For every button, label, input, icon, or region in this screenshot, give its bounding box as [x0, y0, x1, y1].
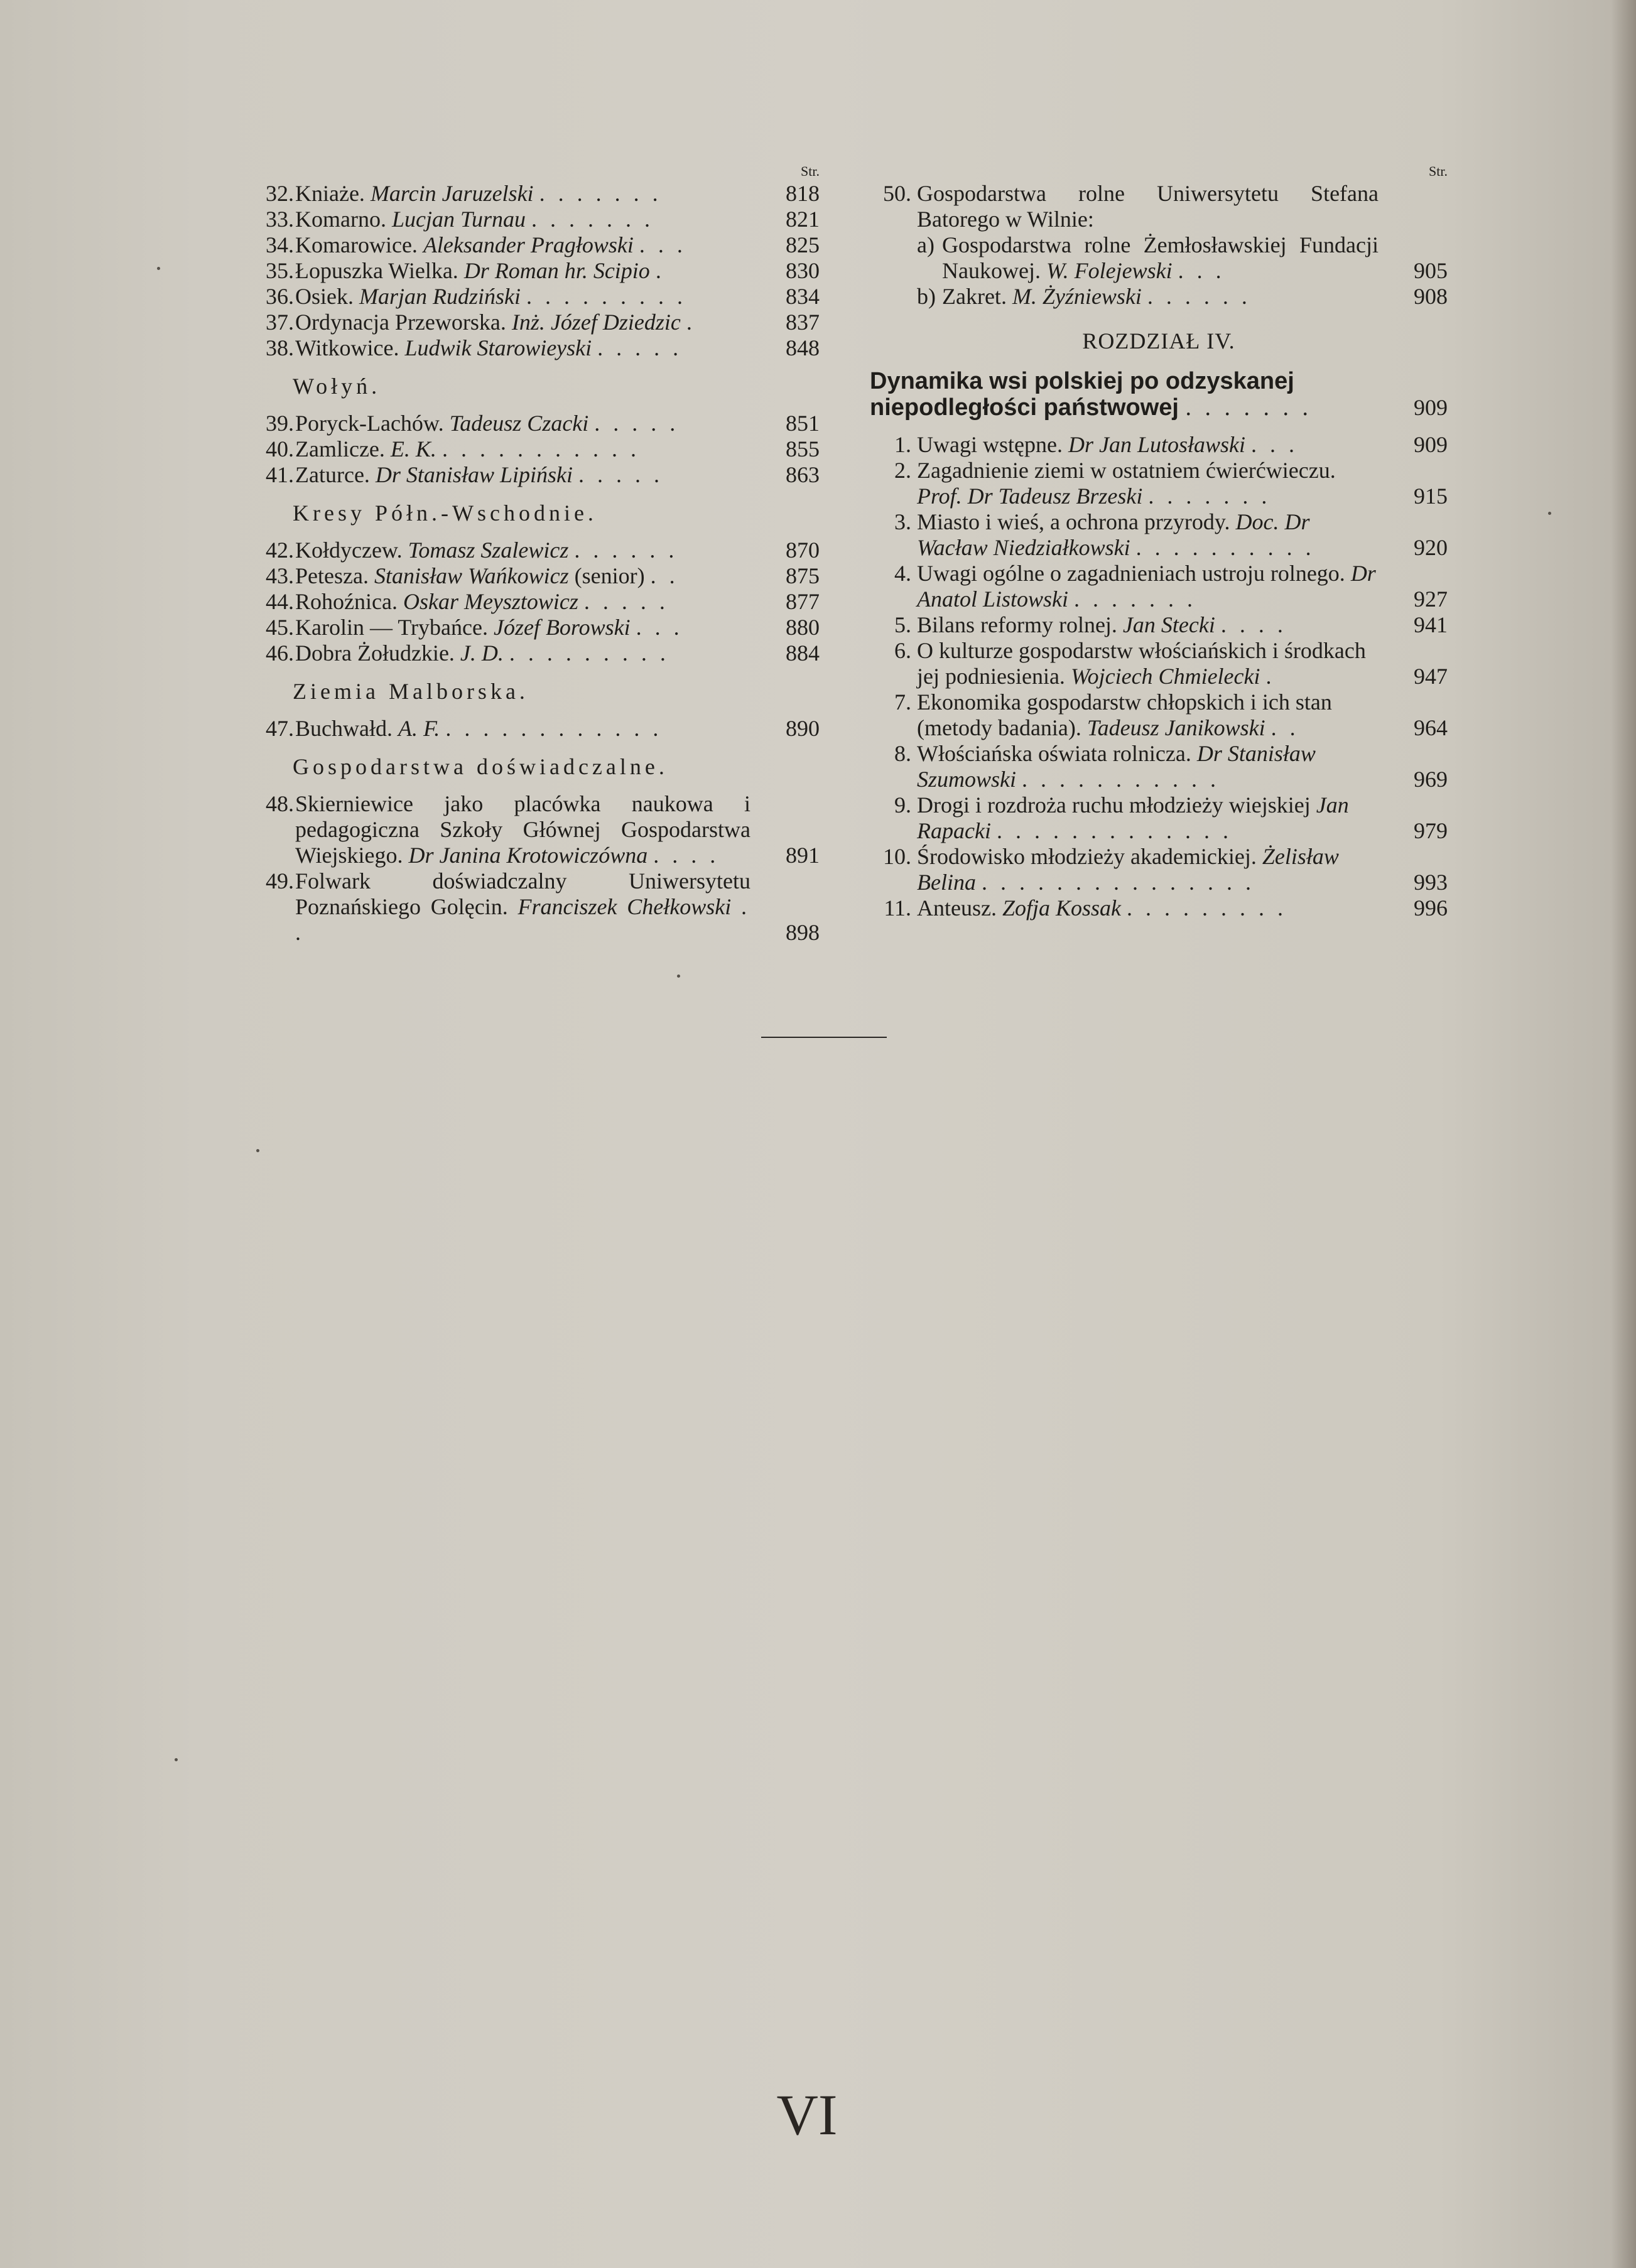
subentry-label: b): [917, 284, 936, 309]
toc-entry[interactable]: [232, 537, 820, 563]
toc-entry[interactable]: [870, 458, 1448, 509]
entry-number: 34.: [266, 232, 294, 257]
page-number: 870: [786, 537, 820, 563]
toc-entry[interactable]: [232, 589, 820, 615]
entry-number: 33.: [266, 207, 294, 232]
entry-title: O kulturze gospodarstw włościańskich i środkach jej podniesienia.: [917, 638, 1366, 689]
leader-dots: . . . . . . . . .: [526, 284, 686, 309]
entry-title: Łopuszka Wielka.: [295, 258, 458, 283]
toc-entry[interactable]: [232, 563, 820, 589]
entry-number: 10.: [883, 844, 911, 869]
section-title-text: Dynamika wsi polskiej po odzyskanej niepodległości państwowej: [870, 368, 1294, 421]
page-number: 964: [1414, 715, 1448, 740]
page-number: 834: [786, 284, 820, 309]
entry-author: Dr Stanisław Lipiński: [375, 462, 573, 487]
page-edge-shadow: [1611, 0, 1636, 2268]
entry-title: Bilans reformy rolnej.: [917, 612, 1117, 637]
entry-number: 2.: [894, 458, 911, 483]
toc-entry[interactable]: [232, 462, 820, 488]
leader-dots: . . . . . . . . . . . . .: [996, 818, 1232, 843]
chapter-heading: ROZDZIAŁ IV.: [1082, 328, 1235, 354]
toc-subentry[interactable]: [917, 232, 1448, 284]
toc-entry[interactable]: [232, 335, 820, 361]
entry-number: 46.: [266, 640, 294, 666]
page-number: 915: [1414, 483, 1448, 509]
entry-number: 42.: [266, 537, 294, 563]
page-number: 969: [1414, 767, 1448, 792]
entry-number: 47.: [266, 716, 294, 741]
entry-author: Jan Rapacki: [917, 792, 1349, 843]
page-number: 851: [786, 411, 820, 436]
toc-entry[interactable]: [232, 258, 820, 284]
leader-dots: . . . . . . .: [531, 207, 654, 232]
entry-title: Uwagi wstępne.: [917, 432, 1063, 457]
leader-dots: . . .: [639, 232, 686, 257]
toc-entry[interactable]: [232, 716, 820, 742]
leader-dots: . . . . . .: [574, 537, 678, 563]
page-number: 821: [786, 207, 820, 232]
entry-number: 7.: [894, 689, 911, 715]
page-column-label: Str.: [801, 163, 820, 179]
entry-title: Komarowice.: [295, 232, 418, 257]
entry-author: Inż. Józef Dziedzic: [511, 310, 681, 335]
toc-entry[interactable]: [870, 895, 1448, 921]
section-title[interactable]: [870, 368, 1448, 421]
leader-dots: . . . . . . . . .: [509, 640, 669, 666]
entries-group-3: [232, 537, 820, 666]
toc-entry[interactable]: [232, 615, 820, 640]
toc-entry[interactable]: [870, 689, 1448, 741]
leader-dots: . .: [295, 894, 750, 945]
entry-number: 11.: [884, 895, 911, 921]
entry-title: Włościańska oświata rolnicza.: [917, 741, 1191, 766]
toc-entry[interactable]: [870, 432, 1448, 458]
leader-dots: . . . . .: [583, 589, 669, 614]
entry-number: 38.: [266, 335, 294, 360]
entry-author: Ludwik Starowieyski: [404, 335, 592, 360]
entry-number: 9.: [894, 792, 911, 818]
toc-entry[interactable]: [232, 232, 820, 258]
entry-author: Tomasz Szalewicz: [408, 537, 569, 563]
page-number: 818: [786, 181, 820, 206]
page-number: 941: [1414, 612, 1448, 637]
page-number: 890: [786, 716, 820, 741]
leader-dots: . .: [650, 563, 679, 588]
entry-title: Komarno.: [295, 207, 386, 232]
page-number: 830: [786, 258, 820, 283]
page-number: 884: [786, 640, 820, 666]
page-number: 920: [1414, 535, 1448, 560]
entry-author: Jan Stecki: [1122, 612, 1215, 637]
left-column: [232, 163, 820, 946]
page-folio: VI: [776, 2083, 838, 2147]
entry-title: Petesza.: [295, 563, 369, 588]
entries-group-1: [232, 181, 820, 361]
entry-author: A. F.: [398, 716, 440, 741]
entry-number: 3.: [894, 509, 911, 534]
subentry-label: a): [917, 232, 934, 257]
page-number: 848: [786, 335, 820, 360]
toc-entry[interactable]: [232, 207, 820, 232]
toc-entry[interactable]: [870, 741, 1448, 792]
toc-entry[interactable]: [232, 640, 820, 666]
page-column-label: Str.: [1429, 163, 1448, 179]
entry-title: Drogi i rozdroża ruchu młodzieży wiejskiej: [917, 792, 1311, 818]
entry-title: Anteusz.: [917, 895, 997, 921]
page-number: 837: [786, 310, 820, 335]
paper-speck: [175, 1758, 178, 1761]
leader-dots: . . . . . . . . . . .: [1022, 767, 1220, 792]
page-number: 855: [786, 436, 820, 462]
toc-entry[interactable]: [870, 181, 1448, 232]
paper-speck: [1548, 512, 1551, 515]
entry-author: Dr Anatol Listowski: [917, 561, 1376, 612]
entry-author: Marcin Jaruzelski: [370, 181, 534, 206]
leader-dots: . .: [1270, 715, 1299, 740]
toc-entry[interactable]: [232, 436, 820, 462]
toc-subentry[interactable]: [917, 284, 1448, 310]
toc-entry[interactable]: [870, 792, 1448, 844]
entry-title: Gospodarstwa rolne Żemłosławskiej Fundacji Naukowej.: [942, 232, 1379, 283]
page-number: 947: [1414, 664, 1448, 689]
leader-dots: . . .: [636, 615, 683, 640]
entry-author: Dr Roman hr. Scipio: [463, 258, 650, 283]
section-divider-rule: [761, 1037, 887, 1038]
entry-number: 39.: [266, 411, 294, 436]
entry-title: Zagadnienie ziemi w ostatniem ćwierćwieczu.: [917, 458, 1336, 483]
region-heading-malbork: Ziemia Malborska.: [293, 679, 529, 704]
entry-author: Dr Janina Krotowiczówna: [408, 843, 648, 868]
page-number: 909: [1414, 432, 1448, 457]
entry-author: Aleksander Pragłowski: [423, 232, 634, 257]
entry-title: Zakret.: [942, 284, 1007, 309]
leader-dots: . . . . . . .: [1074, 586, 1197, 612]
leader-dots: . . . . . . . . .: [1127, 895, 1287, 921]
entry-author: Żelisław Belina: [917, 844, 1339, 895]
entry-number: 40.: [266, 436, 294, 462]
entry-title: Uwagi ogólne o zagadnieniach ustroju rolnego.: [917, 561, 1345, 586]
entry-number: 6.: [894, 638, 911, 663]
entry-author: Dr Jan Lutosławski: [1068, 432, 1245, 457]
toc-entry[interactable]: [870, 561, 1448, 612]
entry-title: Poryck-Lachów.: [295, 411, 444, 436]
leader-dots: . . . . .: [578, 462, 663, 487]
entry-author: Tadeusz Czacki: [449, 411, 589, 436]
entry-author: Zofja Kossak: [1002, 895, 1122, 921]
entry-title: Karolin — Trybańce.: [295, 615, 488, 640]
entry-title: Skierniewice jako placówka naukowa i pedagogiczna Szkoły Głównej Gospodarstwa Wiejskiego.: [295, 791, 750, 868]
toc-entry[interactable]: [870, 612, 1448, 638]
right-column: [870, 163, 1448, 921]
entry-title: Gospodarstwa rolne Uniwersytetu Stefana Batorego w Wilnie:: [917, 181, 1379, 232]
entry-author: Prof. Dr Tadeusz Brzeski: [917, 483, 1143, 509]
entry-number: 37.: [266, 310, 294, 335]
entry-number: 41.: [266, 462, 294, 487]
entry-author: Franciszek Chełkowski: [517, 894, 732, 919]
entry-title: Witkowice.: [295, 335, 399, 360]
page-number: 979: [1414, 818, 1448, 843]
entry-author: Doc. Dr Wacław Niedziałkowski: [917, 509, 1310, 560]
entry-author: Stanisław Wańkowicz: [374, 563, 569, 588]
region-heading-wolyn: Wołyń.: [293, 374, 381, 399]
toc-entry[interactable]: [870, 509, 1448, 561]
leader-dots: .: [1265, 664, 1276, 689]
paper-speck: [256, 1149, 259, 1152]
page-number: 891: [786, 843, 820, 868]
entry-author: Lucjan Turnau: [391, 207, 526, 232]
toc-entry[interactable]: [870, 844, 1448, 895]
toc-entry[interactable]: [232, 791, 820, 868]
entry-author: Józef Borowski: [493, 615, 631, 640]
entries-group-2: [232, 411, 820, 488]
entry-author: M. Żyźniewski: [1012, 284, 1142, 309]
entry-title: Rohoźnica.: [295, 589, 398, 614]
entry-title: Miasto i wieś, a ochrona przyrody.: [917, 509, 1230, 534]
leader-dots: . . . . . . . . . . . . . . .: [981, 870, 1255, 895]
entry-note: (senior): [574, 563, 645, 588]
sub-entries: [870, 232, 1448, 310]
toc-entry[interactable]: [232, 181, 820, 207]
leader-dots: . . .: [1178, 258, 1225, 283]
entry-number: 1.: [894, 432, 911, 457]
page-number: 996: [1414, 895, 1448, 921]
entry-title: Folwark doświadczalny Uniwersytetu Poznańskiego Golęcin.: [295, 868, 750, 919]
page-number: 898: [786, 920, 820, 945]
leader-dots: . . . . . . . . . . . .: [445, 716, 663, 741]
entry-number: 36.: [266, 284, 294, 309]
entries-group-4: [232, 716, 820, 742]
paper-speck: [157, 267, 160, 270]
page-number: 927: [1414, 586, 1448, 612]
entry-author: Tadeusz Janikowski: [1086, 715, 1265, 740]
toc-entry[interactable]: [232, 411, 820, 436]
entry-title: Ordynacja Przeworska.: [295, 310, 506, 335]
region-heading-gospodarstwa: Gospodarstwa doświadczalne.: [293, 754, 668, 779]
leader-dots: . . . . .: [597, 335, 683, 360]
entry-title: Dobra Żołudzkie.: [295, 640, 455, 666]
entry-title: Kniaże.: [295, 181, 365, 206]
entry-number: 45.: [266, 615, 294, 640]
paper-speck: [677, 975, 680, 978]
toc-entry[interactable]: [232, 284, 820, 310]
entry-number: 44.: [266, 589, 294, 614]
page-number: 825: [786, 232, 820, 257]
entry-number: 32.: [266, 181, 294, 206]
toc-entry[interactable]: [870, 638, 1448, 689]
entry-number: 49.: [266, 868, 294, 894]
entry-title: Osiek.: [295, 284, 354, 309]
page-number: 908: [1414, 284, 1448, 309]
entry-author: Oskar Meysztowicz: [403, 589, 578, 614]
entry-number: 8.: [894, 741, 911, 766]
leader-dots: . . .: [1250, 432, 1298, 457]
page-number: 863: [786, 462, 820, 487]
entry-author: W. Folejewski: [1046, 258, 1173, 283]
toc-entry[interactable]: [232, 868, 820, 946]
leader-dots: . . . . . . . . . . .: [442, 436, 640, 462]
leader-dots: . . . . . . .: [1185, 394, 1313, 421]
chapter-entries: [870, 432, 1448, 921]
page-number: 877: [786, 589, 820, 614]
entry-number: 4.: [894, 561, 911, 586]
entry-title: Zamlicze.: [295, 436, 385, 462]
page-number: 993: [1414, 870, 1448, 895]
leader-dots: . . . .: [1220, 612, 1287, 637]
entry-number: 43.: [266, 563, 294, 588]
page-number: 905: [1414, 258, 1448, 283]
leader-dots: . . . . . . .: [1148, 483, 1271, 509]
entry-title: Buchwałd.: [295, 716, 393, 741]
entry-title: Zaturce.: [295, 462, 370, 487]
entry-author: Marjan Rudziński: [359, 284, 521, 309]
page-number: 909: [1414, 395, 1448, 420]
entry-number: 5.: [894, 612, 911, 637]
entry-number: 35.: [266, 258, 294, 283]
entry-number: 50.: [883, 181, 911, 206]
leader-dots: . . . . . . .: [539, 181, 662, 206]
leader-dots: . . . . . .: [1147, 284, 1251, 309]
leader-dots: . . . .: [653, 843, 720, 868]
leader-dots: .: [655, 258, 665, 283]
page-number: 880: [786, 615, 820, 640]
leader-dots: .: [686, 310, 696, 335]
entry-title: Środowisko młodzieży akademickiej.: [917, 844, 1257, 869]
entry-author: Wojciech Chmielecki: [1070, 664, 1260, 689]
entry-author: E. K.: [390, 436, 436, 462]
entry-author: J. D.: [460, 640, 504, 666]
leader-dots: . . . . . . . . . .: [1135, 535, 1315, 560]
region-heading-kresy: Kresy Półn.-Wschodnie.: [293, 500, 597, 526]
entry-author: Dr Stanisław Szumowski: [917, 741, 1316, 792]
leader-dots: . . . . .: [594, 411, 680, 436]
entry-title: Ekonomika gospodarstw chłopskich i ich stan (metody badania).: [917, 689, 1332, 740]
page-number: 875: [786, 563, 820, 588]
entry-number: 48.: [266, 791, 294, 816]
entry-title: Kołdyczew.: [295, 537, 403, 563]
toc-entry[interactable]: [232, 310, 820, 335]
